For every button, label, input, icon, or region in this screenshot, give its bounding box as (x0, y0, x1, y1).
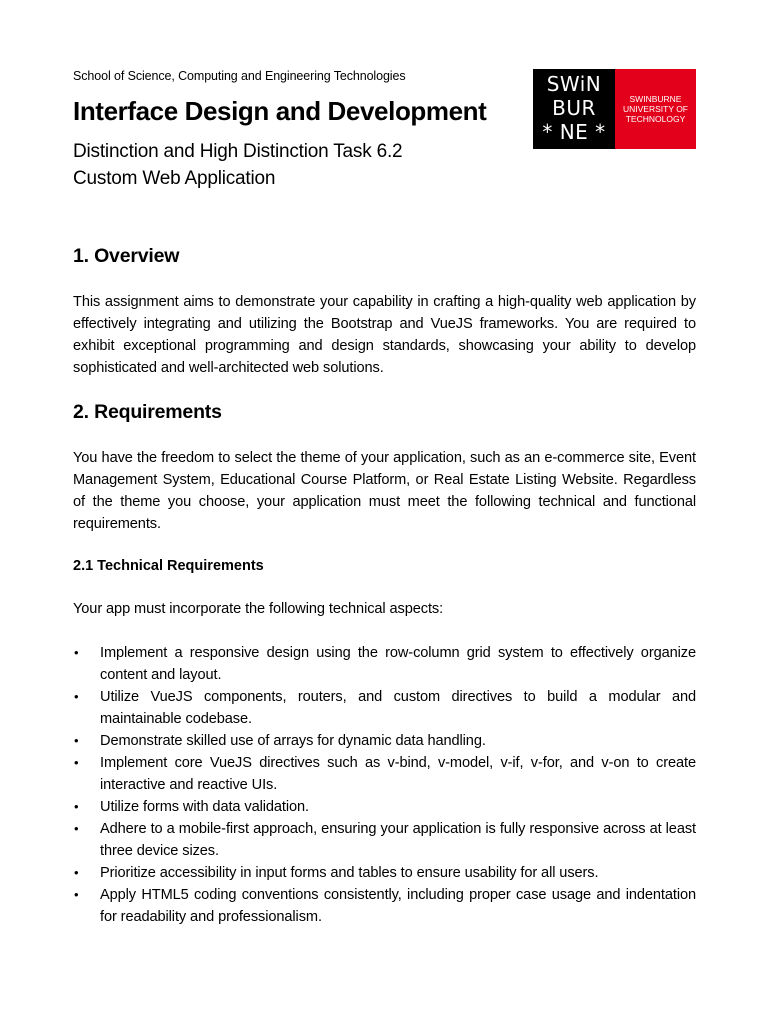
logo-university-name (615, 69, 696, 149)
task-name: Custom Web Application (73, 168, 276, 189)
logo-name-3: TECHNOLOGY (625, 114, 686, 124)
logo-line-1: SWiN (546, 72, 602, 96)
requirements-text: You have the freedom to select the theme of your application, such as an e-commerce site, Event Management System, Educational Course Platform, or Real Estate Listing Website. Regardless of the theme you choose, your application must meet the following technical and functional requirements. (73, 450, 696, 532)
bullet-icon: • (74, 821, 79, 836)
bullet-icon: • (74, 799, 79, 814)
document-page (73, 0, 696, 1024)
school-name: School of Science, Computing and Engineering Technologies (73, 69, 406, 83)
logo-name-2: UNIVERSITY OF (622, 104, 689, 114)
list-item-text: Utilize forms with data validation. (100, 799, 310, 815)
list-item-text: Apply HTML5 coding conventions consistently, including proper case usage and indentation for readability and professionalism. (100, 887, 696, 925)
overview-text: This assignment aims to demonstrate your capability in crafting a high-quality web application by effectively integrating and utilizing the Bootstrap and VueJS frameworks. You are required to exhibit exceptional programming and design standards, showcasing your ability to develop sophisticated and well-architected web solutions. (73, 294, 696, 376)
list-item-text: Prioritize accessibility in input forms and tables to ensure usability for all users. (100, 865, 599, 881)
task-subtitle: Distinction and High Distinction Task 6.2 (73, 141, 403, 162)
logo-wordmark (533, 69, 615, 149)
bullet-icon: • (74, 887, 79, 902)
logo-name-1: SWINBURNE (629, 94, 682, 104)
technical-requirements-heading: 2.1 Technical Requirements (73, 558, 264, 574)
bullet-icon: • (74, 865, 79, 880)
swinburne-logo (533, 69, 696, 149)
list-item (73, 818, 696, 862)
list-item-text: Utilize VueJS components, routers, and custom directives to build a modular and maintainable codebase. (100, 689, 696, 727)
requirements-heading: 2. Requirements (73, 401, 222, 423)
logo-line-2: BUR (552, 96, 596, 120)
list-item (73, 862, 696, 884)
list-item-text: Implement core VueJS directives such as v-bind, v-model, v-if, v-for, and v-on to create interactive and reactive UIs. (100, 755, 696, 793)
bullet-icon: • (74, 645, 79, 660)
technical-requirements-intro: Your app must incorporate the following technical aspects: (73, 601, 444, 617)
list-item (73, 730, 696, 752)
bullet-icon: • (74, 733, 79, 748)
list-item-text: Demonstrate skilled use of arrays for dynamic data handling. (100, 733, 486, 749)
list-item (73, 796, 696, 818)
overview-heading: 1. Overview (73, 245, 180, 267)
logo-line-3: * NE * (542, 120, 606, 144)
list-item (73, 642, 696, 686)
list-item (73, 884, 696, 928)
list-item (73, 686, 696, 730)
list-item-text: Implement a responsive design using the row-column grid system to effectively organize content and layout. (100, 645, 696, 683)
technical-requirements-list (73, 642, 696, 928)
list-item (73, 752, 696, 796)
document-title: Interface Design and Development (73, 96, 487, 126)
list-item-text: Adhere to a mobile-first approach, ensuring your application is fully responsive across at least three device sizes. (100, 821, 696, 859)
bullet-icon: • (74, 689, 79, 704)
bullet-icon: • (74, 755, 79, 770)
